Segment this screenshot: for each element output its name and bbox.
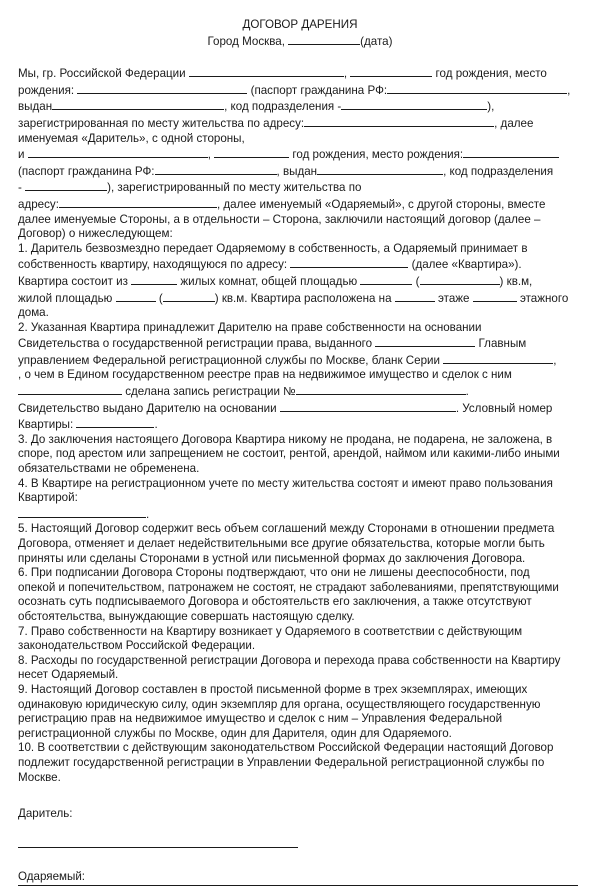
text: управлением Федеральной регистрационной службы по Москве, бланк Серии bbox=[18, 353, 440, 367]
clause-line: Москве. bbox=[18, 770, 61, 784]
text: , далее именуемый «Одаряемый», с другой стороны, вместе bbox=[216, 197, 546, 211]
rooms-blank bbox=[131, 273, 177, 285]
clause-line bbox=[18, 506, 582, 523]
text: ( bbox=[158, 291, 163, 305]
clause-line: регистрацию прав на недвижимое имущество и сделок с ним – Управления Федеральной bbox=[18, 712, 503, 726]
preamble-line bbox=[18, 163, 582, 180]
clause-line: подлежит государственной регистрации в Управлении Федеральной регистрационной службы по bbox=[18, 755, 545, 769]
text: - bbox=[18, 181, 22, 195]
floor-blank bbox=[395, 290, 435, 302]
text: (паспорт гражданина РФ: bbox=[18, 164, 155, 178]
preamble-line bbox=[18, 196, 582, 213]
clause-line bbox=[18, 273, 582, 290]
donee-passport-blank bbox=[155, 163, 277, 175]
clause-line bbox=[18, 335, 582, 352]
clause-line: осознать суть подписываемого Договора и обстоятельств его заключения, а также отсутствуют bbox=[18, 595, 532, 609]
dept-code-blank bbox=[341, 98, 487, 110]
text: ) кв.м. Квартира расположена на bbox=[214, 291, 392, 305]
document-title: ДОГОВОР ДАРЕНИЯ bbox=[242, 18, 358, 31]
text: , bbox=[553, 353, 557, 367]
clause-line bbox=[18, 400, 582, 417]
clause-line: Квартирой: bbox=[18, 491, 78, 505]
preamble-line: рождения: (паспорт гражданина РФ: , bbox=[18, 83, 571, 97]
text: ( bbox=[415, 274, 420, 288]
text: Свидетельства о государственной регистрации права, выданного bbox=[18, 337, 373, 351]
text: . bbox=[154, 418, 158, 432]
issued-by-blank bbox=[52, 98, 224, 110]
donee-birthplace-blank bbox=[463, 146, 559, 158]
clause-line: законодательством Российской Федерации. bbox=[18, 639, 256, 653]
text: Главным bbox=[478, 337, 527, 351]
passport-blank bbox=[387, 82, 567, 94]
clause-line bbox=[18, 290, 582, 307]
clause-line: споре, под арестом или запрещением не состоит, рентой, арендой, наймом или какими-либо иными bbox=[18, 447, 560, 461]
text: год рождения, место bbox=[435, 67, 547, 81]
clause-line: 4. В Квартире на регистрационном учете по месту жительства состоят и имеют право пользования bbox=[18, 476, 553, 490]
birthyear-blank bbox=[350, 65, 432, 77]
clause-line: приняты или сделаны Сторонами в устной или письменной формах до заключения Договора. bbox=[18, 551, 526, 565]
text: Мы, гр. Российской Федерации bbox=[18, 67, 186, 81]
clause-line: опекой и попечительством, патронажем не состоят, не страдают заболеваниями, препятствующими bbox=[18, 580, 559, 594]
preamble bbox=[18, 65, 582, 242]
donor-signature-label: Даритель: bbox=[18, 807, 73, 821]
clause-3 bbox=[18, 433, 582, 477]
clause-7 bbox=[18, 625, 582, 654]
text: адресу: bbox=[18, 197, 59, 211]
total-area-words-blank bbox=[420, 273, 500, 285]
text: Квартира состоит из bbox=[18, 274, 128, 288]
city-date-line bbox=[18, 33, 582, 50]
conditional-number-blank bbox=[76, 416, 154, 428]
clause-line bbox=[18, 352, 582, 369]
text: зарегистрированная по месту жительства по адресу: bbox=[18, 116, 305, 130]
clause-1 bbox=[18, 242, 582, 321]
donee-birthyear-blank bbox=[214, 146, 289, 158]
text: ), bbox=[487, 100, 495, 114]
text: (паспорт гражданина РФ: bbox=[250, 83, 388, 97]
text: Квартиры: bbox=[18, 418, 74, 432]
address-blank bbox=[304, 115, 494, 127]
donee-name-blank bbox=[28, 146, 208, 158]
text: . bbox=[465, 385, 469, 399]
clause-line: несет Одаряемый. bbox=[18, 668, 119, 682]
date-label: (дата) bbox=[360, 34, 393, 48]
clause-line: 1. Даритель безвозмездно передает Одаряемому в собственность, а Одаряемый принимает в bbox=[18, 241, 528, 255]
text: (далее «Квартира»). bbox=[411, 258, 522, 272]
record-date-blank bbox=[18, 383, 122, 395]
clause-6 bbox=[18, 566, 582, 624]
text: ) кв.м, bbox=[499, 274, 533, 288]
text: , код подразделения bbox=[443, 164, 554, 178]
preamble-line bbox=[18, 179, 582, 196]
preamble-line: именуемая «Даритель», с одной стороны, bbox=[18, 131, 245, 145]
clause-2 bbox=[18, 321, 582, 433]
clause-line: 6. При подписании Договора Стороны подтверждают, что они не лишены дееспособности, под bbox=[18, 566, 530, 580]
apartment-address-blank bbox=[290, 256, 408, 268]
donee-signature-label: Одаряемый: bbox=[18, 869, 86, 883]
clause-line: , о чем в Едином государственном реестре прав на недвижимое имущество и сделок с ним bbox=[18, 368, 512, 382]
clause-line: 3. До заключения настоящего Договора Квартира никому не продана, не подарена, не заложена, в bbox=[18, 432, 553, 446]
preamble-line bbox=[18, 115, 582, 132]
preamble-line: Договор) о нижеследующем: bbox=[18, 227, 173, 241]
clause-line: Договора, отменяет и делает недействительными все другие обязательства, которые могли быть bbox=[18, 537, 545, 550]
clause-line: 8. Расходы по государственной регистрации Договора и перехода права собственности на Квартиру bbox=[18, 653, 561, 667]
text: Свидетельство выдано Дарителю на основании bbox=[18, 401, 277, 415]
clause-line bbox=[18, 383, 582, 400]
clause-line: 9. Настоящий Договор составлен в простой письменной форме в трех экземплярах, имеющих bbox=[18, 682, 528, 696]
donee-address-blank bbox=[59, 196, 217, 208]
clause-10 bbox=[18, 741, 582, 785]
preamble-line: далее именуемые Стороны, а в отдельности – Сторона, заключили настоящий договор (далее – bbox=[18, 212, 541, 226]
total-area-blank bbox=[360, 273, 412, 285]
series-blank bbox=[443, 352, 553, 364]
clause-9 bbox=[18, 683, 582, 741]
clause-line bbox=[18, 256, 582, 273]
clause-line: 2. Указанная Квартира принадлежит Дарителю на праве собственности на основании bbox=[18, 320, 482, 334]
text: . Условный номер bbox=[455, 401, 553, 415]
text: этаже bbox=[437, 291, 470, 305]
floors-blank bbox=[473, 290, 517, 302]
text: год рождения, место рождения: bbox=[292, 148, 464, 162]
clause-line: обстоятельства, вынуждающие совершать настоящую сделку. bbox=[18, 609, 355, 623]
living-area-blank bbox=[116, 290, 156, 302]
text: сделана запись регистрации № bbox=[125, 385, 296, 399]
donor-signature-line bbox=[18, 846, 298, 848]
clause-5 bbox=[18, 522, 582, 566]
text: жилых комнат, общей площадью bbox=[180, 274, 358, 288]
clause-4 bbox=[18, 477, 582, 523]
basis-blank bbox=[280, 400, 456, 412]
clause-line: 10. В соответствии с действующим законодательством Российской Федерации настоящий Договор bbox=[18, 741, 554, 755]
registered-persons-blank bbox=[18, 506, 146, 518]
clause-line: 5. Настоящий Договор содержит весь объем соглашений между Сторонами в отношении предмета bbox=[18, 522, 555, 536]
birthplace-blank bbox=[77, 82, 247, 94]
text: , код подразделения - bbox=[224, 100, 342, 114]
clause-line bbox=[18, 416, 582, 433]
clause-line: одинаковую юридическую силу, один экземпляр для органа, осуществляющего государственную bbox=[18, 697, 541, 711]
living-area-words-blank bbox=[163, 290, 215, 302]
date-blank bbox=[288, 33, 360, 45]
text: этажного bbox=[519, 291, 569, 305]
text: выдан bbox=[18, 100, 53, 114]
name-blank bbox=[189, 65, 344, 77]
text: рождения: bbox=[18, 83, 75, 97]
text: , далее bbox=[494, 116, 534, 130]
donee-issued-blank bbox=[317, 163, 443, 175]
city-text: Город Москва, bbox=[207, 34, 285, 48]
preamble-line: Мы, гр. Российской Федерации , год рождения, место bbox=[18, 67, 547, 81]
text: . bbox=[146, 507, 150, 521]
clause-line: дома. bbox=[18, 306, 49, 320]
donee-dept-blank bbox=[25, 179, 107, 191]
text: ), зарегистрированный по месту жительства по bbox=[107, 181, 362, 195]
clause-8 bbox=[18, 654, 582, 683]
certificate-date-blank bbox=[375, 335, 475, 347]
clause-line: регистрационной службы по Москве, один для Дарителя, один для Одаряемого. bbox=[18, 726, 452, 740]
clause-line: 7. Право собственности на Квартиру возникает у Одаряемого в соответствии с действующим bbox=[18, 624, 523, 638]
preamble-line: и , год рождения, место рождения: bbox=[18, 146, 582, 163]
text: и bbox=[18, 148, 25, 162]
record-number-blank bbox=[296, 383, 466, 395]
text: собственность квартиру, находящуюся по адресу: bbox=[18, 258, 288, 272]
clause-line: обязательствами не обременена. bbox=[18, 462, 200, 476]
preamble-line bbox=[18, 98, 582, 115]
text: жилой площадью bbox=[18, 291, 113, 305]
text: , выдан bbox=[276, 164, 318, 178]
